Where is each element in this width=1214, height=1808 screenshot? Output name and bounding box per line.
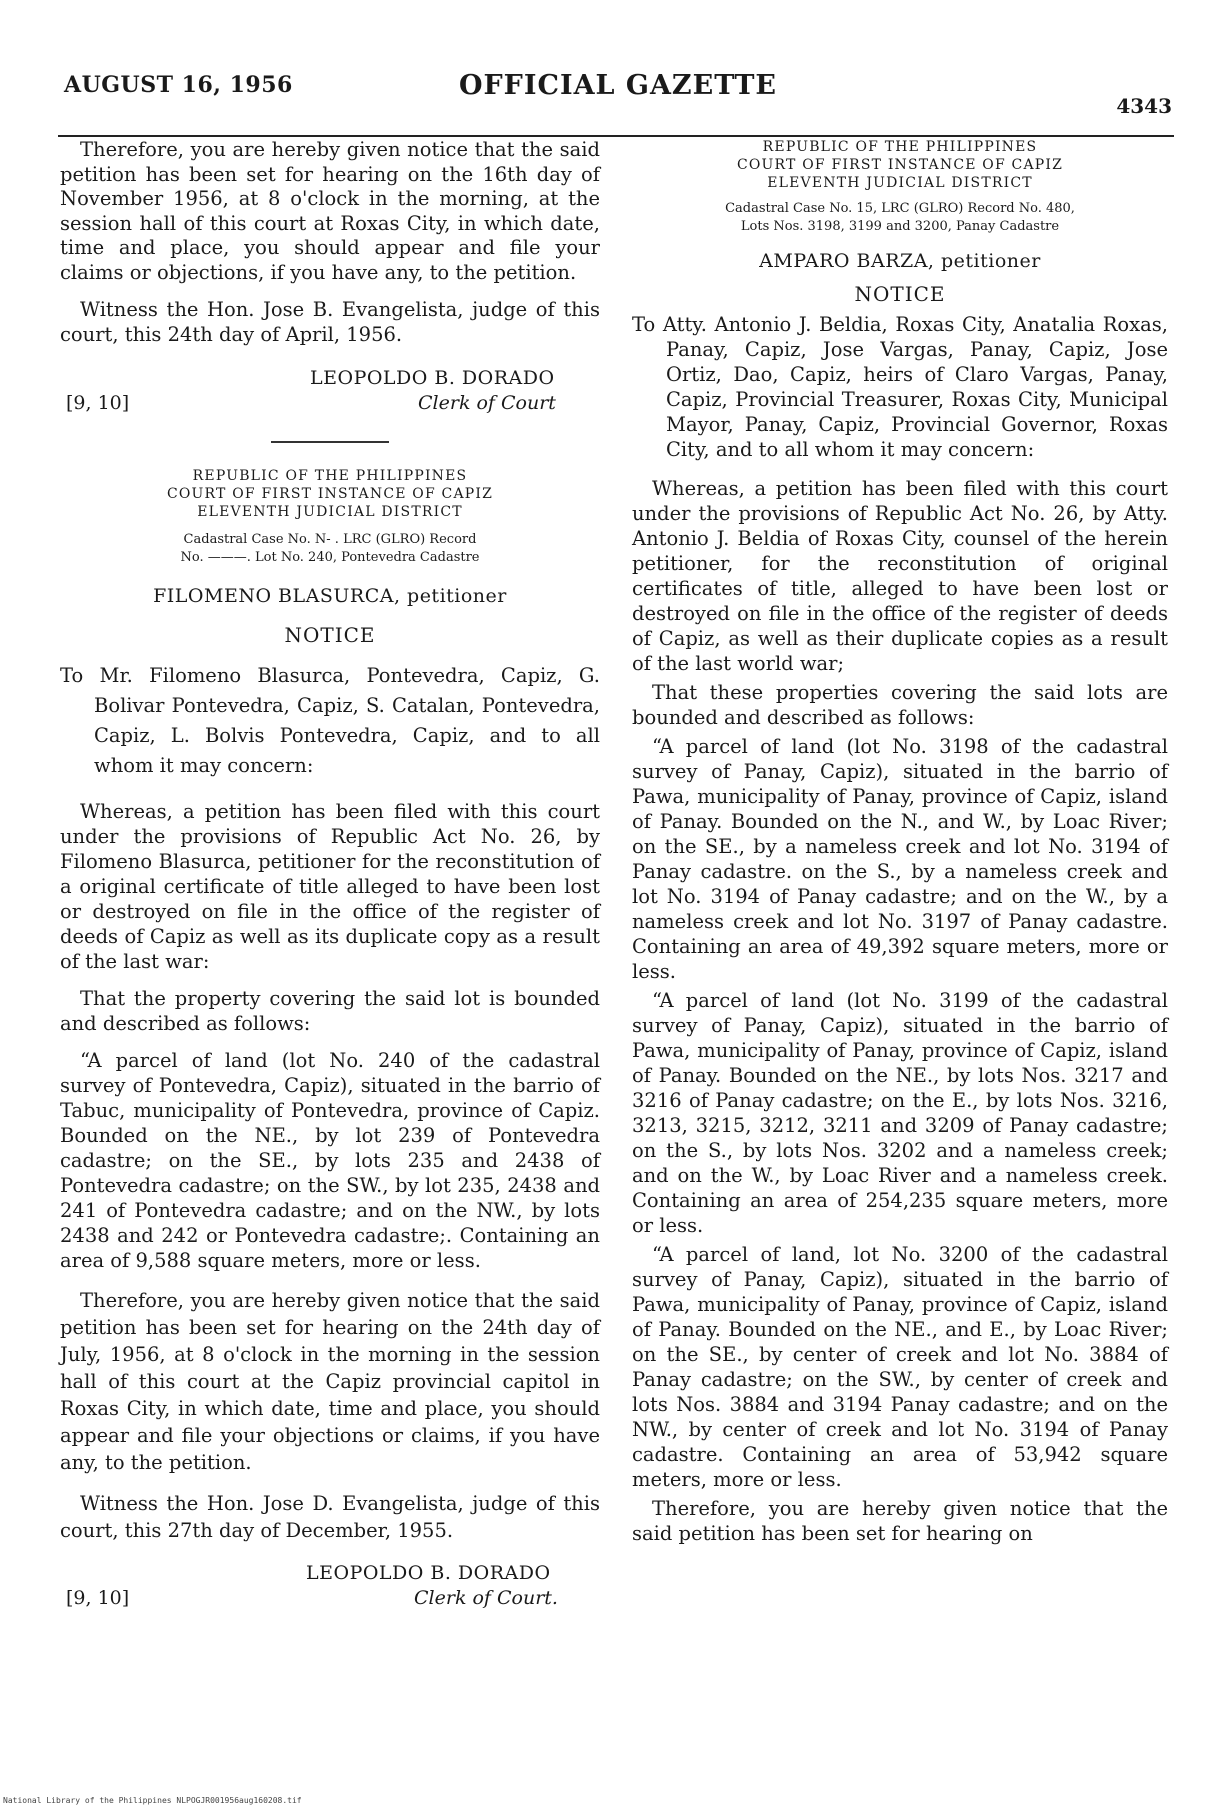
signatory-title: Clerk of Court [418, 392, 556, 414]
paragraph: Therefore, you are hereby given notice that the said petition has been set for hearing on the 16th day of November 1956, at 8 o'clock in the morning, at the session hall of this court at Roxas City, in which date, time and place, you should appear and file your claims or objections, if you have any, to the petition. [60, 138, 600, 284]
court-header: COURT OF FIRST INSTANCE OF CAPIZ [166, 486, 494, 502]
signatory-name: LEOPOLDO B. DORADO [306, 1562, 551, 1584]
paragraph: That these properties covering the said lots are bounded and described as follows: [632, 681, 1168, 729]
signature-block [60, 367, 600, 419]
court-header: REPUBLIC OF THE PHILIPPINES [762, 139, 1038, 155]
paragraph: Therefore, you are hereby given notice that the said petition has been set for hearing on [632, 1497, 1168, 1545]
header-rule [58, 135, 1174, 137]
paragraph: “A parcel of land (lot No. 3199 of the cadastral survey of Panay, Capiz), situated in the barrio of Pawa, municipality of Panay, province of Capiz, island of Panay. Bounded on the NE., by lots Nos. 3217 and 3216 of Panay cadastre; on the E., by lots Nos. 3216, 3213, 3215, 3212, 3211 and 3209 of Panay cadastre; on the S., by lots Nos. 3202 and a nameless creek; and on the W., by Loac River and a nameless creek. Containing an area of 254,235 square meters, more or less. [632, 989, 1168, 1237]
notice-heading: NOTICE [854, 282, 946, 306]
signatory-name: LEOPOLDO B. DORADO [310, 367, 555, 389]
issue-ref: [9, 10] [66, 1587, 130, 1609]
addressees: To Atty. Antonio J. Beldia, Roxas City, Anatalia Roxas, Panay, Capiz, Jose Vargas, Panay, Capiz, Jose Ortiz, Dao, Capiz, heirs of Claro Vargas, Panay, Capiz, Provincial Treasurer, Roxas City, Municipal Mayor, Panay, Capiz, Provincial Governor, Roxas City, and to all whom it may concern: [632, 313, 1168, 461]
section-divider [271, 441, 389, 443]
signature-block [60, 1562, 600, 1614]
paragraph: “A parcel of land (lot No. 240 of the cadastral survey of Pontevedra, Capiz), situated in the barrio of Tabuc, municipality of Pontevedra, province of Capiz. Bounded on the NE., by lot 239 of Pontevedra cadastre; on the SE., by lots 235 and 2438 of Pontevedra cadastre; on the SW., by lot 235, 2438 and 241 of Pontevedra cadastre; and on the NW., by lots 2438 and 242 or Pontevedra cadastre;. Containing an area of 9,588 square meters, more or less. [60, 1049, 600, 1272]
case-reference: No. ———. Lot No. 240, Pontevedra Cadastre [180, 550, 480, 565]
page-header [64, 70, 1172, 118]
issue-date: AUGUST 16, 1956 [64, 72, 293, 98]
page-number: 4343 [1116, 94, 1172, 118]
court-header: ELEVENTH JUDICIAL DISTRICT [767, 175, 1033, 191]
paragraph: Witness the Hon. Jose B. Evangelista, judge of this court, this 24th day of April, 1956. [60, 298, 600, 346]
notice-heading: NOTICE [284, 623, 376, 647]
case-reference: Lots Nos. 3198, 3199 and 3200, Panay Cadastre [740, 219, 1060, 234]
issue-ref: [9, 10] [66, 392, 130, 414]
scan-footer: National Library of the Philippines NLPOGJR001956aug160208.tif [3, 1796, 302, 1805]
left-column [60, 138, 600, 1614]
petitioner-line: FILOMENO BLASURCA, petitioner [153, 585, 507, 607]
paragraph: Witness the Hon. Jose D. Evangelista, judge of this court, this 27th day of December, 1955. [60, 1492, 600, 1542]
publication-title: OFFICIAL GAZETTE [458, 70, 778, 101]
paragraph: That the property covering the said lot is bounded and described as follows: [60, 987, 600, 1035]
paragraph: Therefore, you are hereby given notice that the said petition has been set for hearing on the 24th day of July, 1956, at 8 o'clock in the morning in the session hall of this court at the Capiz provincial capitol in Roxas City, in which date, time and place, you should appear and file your objections or claims, if you have any, to the petition. [60, 1289, 600, 1474]
paragraph: Whereas, a petition has been filed with this court under the provisions of Republic Act No. 26, by Atty. Antonio J. Beldia of Roxas City, counsel of the herein petitioner, for the reconstitution of original certificates of title, alleged to have been lost or destroyed on file in the office of the register of deeds of Capiz, as well as their duplicate copies as a result of the last world war; [632, 477, 1168, 675]
court-header: REPUBLIC OF THE PHILIPPINES [192, 468, 468, 484]
court-header: COURT OF FIRST INSTANCE OF CAPIZ [736, 157, 1064, 173]
paragraph: Whereas, a petition has been filed with this court under the provisions of Republic Act No. 26, by Filomeno Blasurca, petitioner for the reconstitution of a original certificate of title alleged to have been lost or destroyed on file in the office of the register of deeds of Capiz as well as its duplicate copy as a result of the last war: [60, 800, 600, 973]
petitioner-line: AMPARO BARZA, petitioner [759, 250, 1041, 272]
case-reference: Cadastral Case No. 15, LRC (GLRO) Record No. 480, [725, 201, 1075, 216]
right-column [632, 138, 1168, 1546]
court-header: ELEVENTH JUDICIAL DISTRICT [197, 504, 463, 520]
case-reference: Cadastral Case No. N- . LRC (GLRO) Record [183, 532, 477, 547]
signatory-title: Clerk of Court. [414, 1587, 558, 1609]
paragraph: “A parcel of land (lot No. 3198 of the cadastral survey of Panay, Capiz), situated in the barrio of Pawa, municipality of Panay, province of Capiz, island of Panay. Bounded on the N., and W., by Loac River; on the SE., by a nameless creek and lot No. 3194 of Panay cadastre. on the S., by a nameless creek and lot No. 3194 of Panay cadastre; and on the W., by a nameless creek and lot No. 3197 of Panay cadastre. Containing an area of 49,392 square meters, more or less. [632, 735, 1168, 983]
paragraph: “A parcel of land, lot No. 3200 of the cadastral survey of Panay, Capiz), situated in the barrio of Pawa, municipality of Panay, province of Capiz, island of Panay. Bounded on the NE., and E., by Loac River; on the SE., by center of creek and lot No. 3884 of Panay cadastre; on the SW., by center of creek and lots Nos. 3884 and 3194 Panay cadastre; and on the NW., by center of creek and lot No. 3194 of Panay cadastre. Containing an area of 53,942 square meters, more or less. [632, 1243, 1168, 1491]
addressees: To Mr. Filomeno Blasurca, Pontevedra, Capiz, G. Bolivar Pontevedra, Capiz, S. Catalan, Pontevedra, Capiz, L. Bolvis Pontevedra, Capiz, and to all whom it may concern: [60, 664, 600, 777]
